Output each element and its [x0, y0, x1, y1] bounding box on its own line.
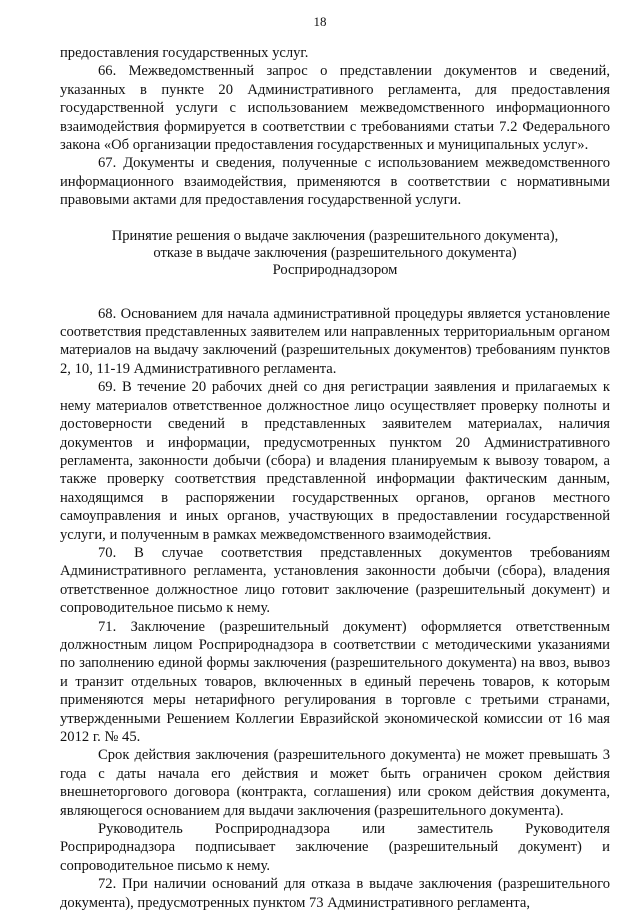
- paragraph-67: 67. Документы и сведения, полученные с использованием межведомственного информационного взаимодействия, применяются в соответствии с нормативными правовыми актами для предоставления государственной услуги.: [60, 155, 610, 209]
- paragraph-continuation: предоставления государственных услуг.: [60, 45, 309, 61]
- section-heading-line-2: отказе в выдаче заключения (разрешительного документа): [153, 244, 517, 261]
- paragraph-signature: Руководитель Росприроднадзора или заместитель Руководителя Росприроднадзора подписывает заключение (разрешительный документ) и сопроводительное письмо к нему.: [60, 821, 610, 874]
- page-number: 18: [313, 14, 327, 29]
- paragraph-72: 72. При наличии оснований для отказа в выдаче заключения (разрешительного документа), предусмотренных пунктом 73 Административного регламента,: [60, 876, 610, 911]
- paragraph-68: 68. Основанием для начала административной процедуры является установление соответствия представленных заявителем или направленных территориальным органом материалов на выдачу заключений (разрешительных документов) требованиям пунктов 2, 10, 11-19 Административного регламента.: [60, 305, 610, 377]
- paragraph-71: 71. Заключение (разрешительный документ) оформляется ответственным должностным лицом Росприроднадзора в соответствии с методическими указаниями по заполнению единой формы заключения (разрешительного документа) на ввоз, вывоз и транзит отдельных товаров, включенных в единый перечень товаров, к которым применяются меры нетарифного регулирования в торговле с третьими странами, утвержденными Решением Коллегии Евразийской экономической комиссии от 16 мая 2012 г. № 45.: [60, 618, 610, 745]
- paragraph-70: 70. В случае соответствия представленных документов требованиям Административного регламента, установления законности добычи (сбора), владения ответственное должностное лицо готовит заключение (разрешительный документ) и сопроводительное письмо к нему.: [60, 544, 610, 617]
- section-heading-line-3: Росприроднадзором: [272, 261, 398, 278]
- document-body: [60, 44, 610, 912]
- paragraph-69: 69. В течение 20 рабочих дней со дня регистрации заявления и прилагаемых к нему материалов ответственное должностное лицо осуществляет проверку полноты и достоверности сведений в представленных заявителем материалах, наличия документов и информации, предусмотренных пунктом 20 Административного регламента, законности добычи (сбора) и владения планируемым к вывозу товаром, а также проверку соответствия представленной информации фактическим данным, находящимся в распоряжении государственных органов, органов местного самоуправления и иных органов, участвующих в предоставлении государственной услуги, и полученным в рамках межведомственного взаимодействия.: [60, 379, 610, 543]
- section-heading-line-1: Принятие решения о выдаче заключения (разрешительного документа),: [111, 227, 559, 244]
- paragraph-validity-period: Срок действия заключения (разрешительного документа) не может превышать 3 года с даты начала его действия и может быть ограничен сроком действия внешнеторгового договора (контракта, соглашения) или сроком действия документа, являющегося основанием для выдачи заключения (разрешительного документа).: [60, 747, 610, 819]
- section-heading: [60, 228, 610, 279]
- paragraph-66: 66. Межведомственный запрос о представлении документов и сведений, указанных в пункте 20 Административного регламента, для предоставления государственной услуги с использованием межведомственного информационного взаимодействия формируется в соответствии с требованиями статьи 7.2 Федерального закона «Об организации предоставления государственных и муниципальных услуг».: [60, 63, 610, 154]
